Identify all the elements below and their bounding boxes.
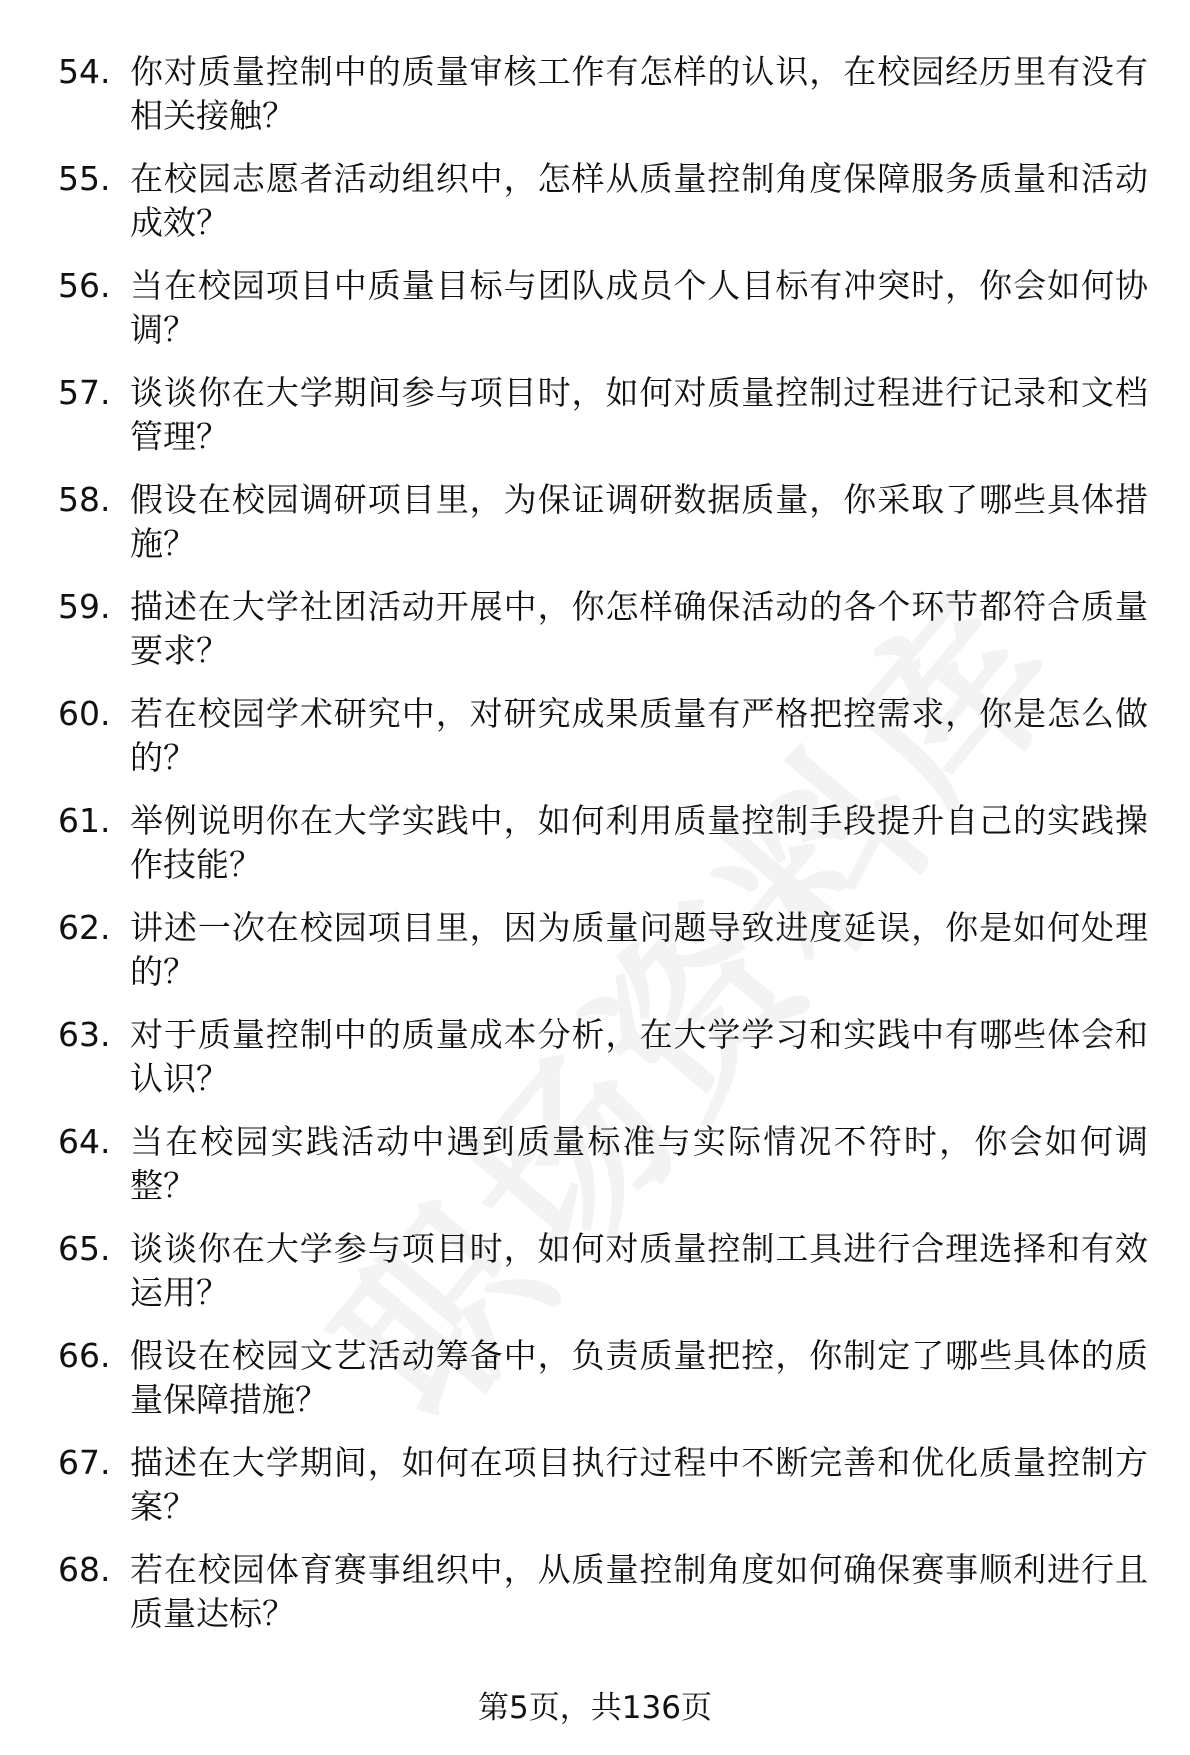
question-item	[58, 1013, 1148, 1120]
question-number: 60.	[58, 694, 111, 733]
question-item	[58, 1227, 1148, 1334]
question-text: 若在校园体育赛事组织中，从质量控制角度如何确保赛事顺利进行且质量达标？	[130, 1550, 1148, 1633]
question-item	[58, 906, 1148, 1013]
question-list	[58, 50, 1148, 1655]
question-number: 66.	[58, 1336, 111, 1375]
question-item	[58, 1334, 1148, 1441]
question-text: 描述在大学期间，如何在项目执行过程中不断完善和优化质量控制方案？	[130, 1443, 1148, 1526]
question-number: 58.	[58, 480, 111, 519]
question-text: 举例说明你在大学实践中，如何利用质量控制手段提升自己的实践操作技能？	[130, 801, 1148, 884]
question-number: 64.	[58, 1122, 111, 1161]
question-text: 你对质量控制中的质量审核工作有怎样的认识，在校园经历里有没有相关接触？	[130, 52, 1148, 135]
question-number: 67.	[58, 1443, 111, 1482]
question-text: 对于质量控制中的质量成本分析，在大学学习和实践中有哪些体会和认识？	[130, 1015, 1148, 1098]
question-number: 68.	[58, 1550, 111, 1589]
question-number: 61.	[58, 801, 111, 840]
question-number: 56.	[58, 266, 111, 305]
question-item	[58, 264, 1148, 371]
question-text: 描述在大学社团活动开展中，你怎样确保活动的各个环节都符合质量要求？	[130, 587, 1148, 670]
question-item	[58, 1548, 1148, 1655]
question-number: 55.	[58, 159, 111, 198]
question-item	[58, 585, 1148, 692]
question-text: 谈谈你在大学参与项目时，如何对质量控制工具进行合理选择和有效运用？	[130, 1229, 1148, 1312]
question-item	[58, 157, 1148, 264]
question-text: 谈谈你在大学期间参与项目时，如何对质量控制过程进行记录和文档管理？	[130, 373, 1148, 456]
question-text: 当在校园项目中质量目标与团队成员个人目标有冲突时，你会如何协调？	[130, 266, 1148, 349]
question-number: 57.	[58, 373, 111, 412]
page-footer: 第5页，共136页	[478, 1690, 712, 1726]
question-number: 65.	[58, 1229, 111, 1268]
question-text: 假设在校园文艺活动筹备中，负责质量把控，你制定了哪些具体的质量保障措施？	[130, 1336, 1148, 1419]
question-text: 当在校园实践活动中遇到质量标准与实际情况不符时，你会如何调整？	[130, 1122, 1148, 1205]
question-text: 假设在校园调研项目里，为保证调研数据质量，你采取了哪些具体措施？	[130, 480, 1148, 563]
question-item	[58, 692, 1148, 799]
question-item	[58, 1441, 1148, 1548]
question-item	[58, 1120, 1148, 1227]
question-text: 若在校园学术研究中，对研究成果质量有严格把控需求，你是怎么做的？	[130, 694, 1148, 777]
question-item	[58, 799, 1148, 906]
question-text: 讲述一次在校园项目里，因为质量问题导致进度延误，你是如何处理的？	[130, 908, 1148, 991]
question-number: 54.	[58, 52, 111, 91]
question-item	[58, 478, 1148, 585]
question-item	[58, 371, 1148, 478]
question-number: 62.	[58, 908, 111, 947]
question-number: 59.	[58, 587, 111, 626]
question-item	[58, 50, 1148, 157]
question-number: 63.	[58, 1015, 111, 1054]
question-text: 在校园志愿者活动组织中，怎样从质量控制角度保障服务质量和活动成效？	[130, 159, 1148, 242]
